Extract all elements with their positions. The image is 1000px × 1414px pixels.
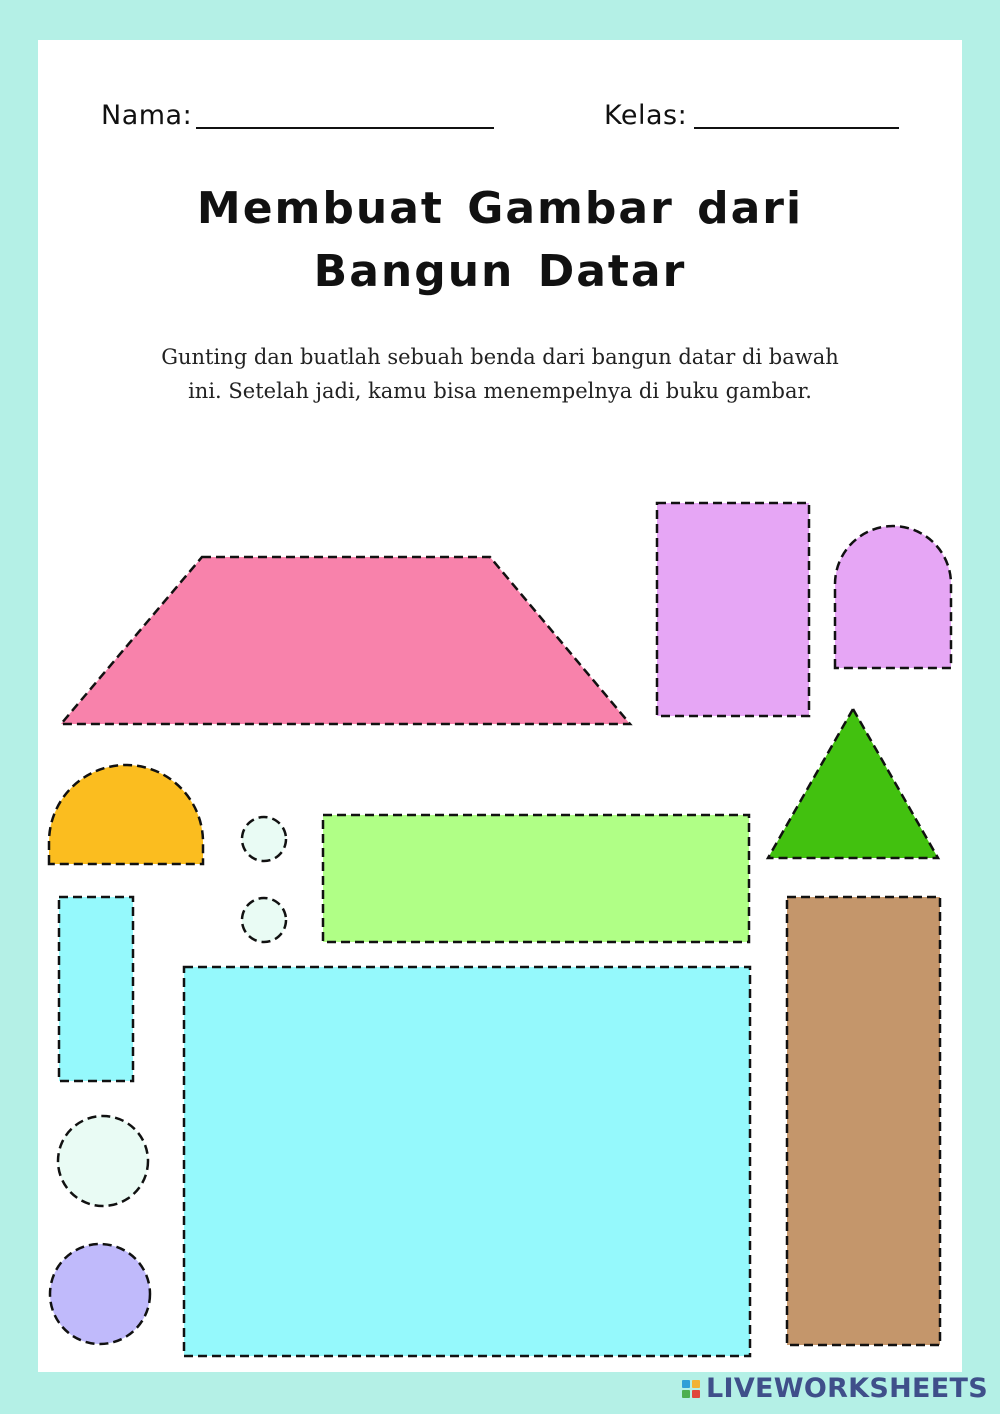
small-circle-shape-2[interactable] — [242, 898, 286, 942]
narrow-cyan-rectangle-shape[interactable] — [59, 897, 133, 1081]
semicircle-shape[interactable] — [49, 765, 203, 864]
liveworksheets-logo — [682, 1373, 988, 1404]
page-title-line-1: Membuat Gambar dari — [196, 183, 804, 234]
watermark-text: LIVEWORKSHEETS — [705, 1373, 988, 1404]
liveworksheets-icon — [682, 1380, 700, 1398]
instructions-line-1: Gunting dan buatlah sebuah benda dari bangun datar di bawah — [161, 345, 839, 369]
trapezoid-shape[interactable] — [61, 557, 630, 724]
mint-circle-shape[interactable] — [58, 1116, 148, 1206]
page-title-line-2: Bangun Datar — [313, 246, 687, 297]
arch-shape[interactable] — [835, 526, 951, 668]
triangle-shape[interactable] — [768, 709, 938, 858]
large-cyan-rectangle-shape[interactable] — [184, 967, 750, 1356]
brown-rectangle-shape[interactable] — [787, 897, 940, 1345]
lavender-circle-shape[interactable] — [50, 1244, 150, 1344]
class-label: Kelas: — [604, 100, 688, 131]
small-circle-shape-1[interactable] — [242, 817, 286, 861]
green-rectangle-shape[interactable] — [323, 815, 749, 942]
violet-rectangle-shape[interactable] — [657, 503, 809, 716]
instructions-line-2: ini. Setelah jadi, kamu bisa menempelnya di buku gambar. — [188, 379, 812, 403]
name-label: Nama: — [101, 100, 193, 131]
